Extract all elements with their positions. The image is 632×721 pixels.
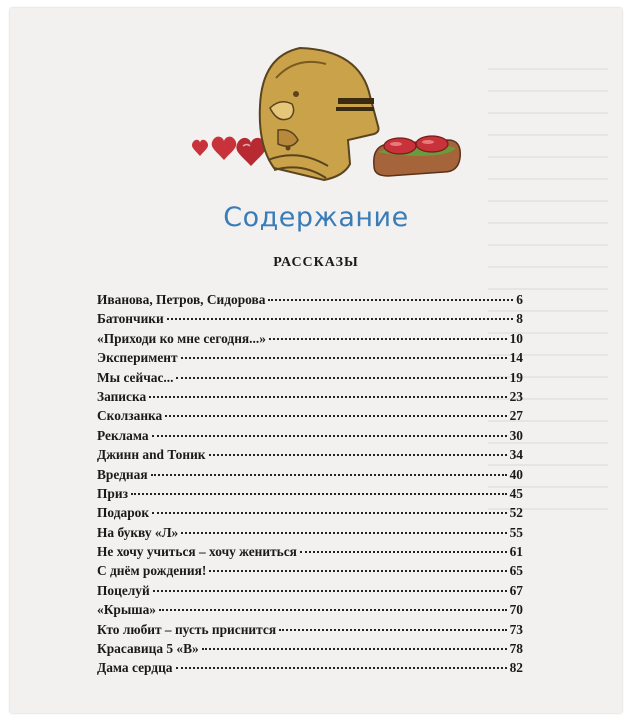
toc-entry — [97, 523, 523, 542]
toc-entry — [97, 348, 523, 367]
toc-entry — [97, 561, 523, 580]
dot-leader — [167, 318, 514, 320]
toc-entry-page: 23 — [509, 388, 523, 404]
toc-entry-page: 14 — [509, 350, 523, 366]
toc-entry — [97, 465, 523, 484]
header-illustration — [178, 38, 468, 188]
toc-entry-title: Мы сейчас... — [97, 369, 174, 385]
toc-entry — [97, 620, 523, 639]
toc-entry-title: Вредная — [97, 466, 148, 482]
toc-entry-title: «Приходи ко мне сегодня...» — [97, 330, 266, 346]
dot-leader — [152, 435, 507, 437]
toc-entry-title: С днём рождения! — [97, 563, 207, 579]
toc-entry-page: 8 — [516, 311, 523, 327]
dot-leader — [181, 357, 507, 359]
toc-entry-page: 78 — [509, 641, 523, 657]
toc-entry — [97, 426, 523, 445]
toc-entry-title: Эксперимент — [97, 350, 178, 366]
toc-entry-title: Подарок — [97, 505, 150, 521]
toc-entry — [97, 329, 523, 348]
toc-entry-page: 61 — [509, 544, 523, 560]
dot-leader — [151, 474, 507, 476]
toc-entry — [97, 309, 523, 328]
toc-entry — [97, 658, 523, 677]
section-heading: РАССКАЗЫ — [273, 255, 359, 270]
toc-entry — [97, 503, 523, 522]
toc-entry — [97, 484, 523, 503]
toc-entry — [97, 542, 523, 561]
toc-entry-page: 73 — [509, 621, 523, 637]
toc-entry-title: Джинн and Тоник — [97, 447, 206, 463]
toc-entry — [97, 406, 523, 425]
toc-entry-title: «Крыша» — [97, 602, 157, 618]
dot-leader — [268, 299, 513, 301]
dot-leader — [152, 512, 507, 514]
sandwich-icon — [374, 136, 460, 176]
toc-entry-page: 27 — [509, 408, 523, 424]
toc-entry-page: 70 — [509, 602, 523, 618]
dot-leader — [165, 415, 506, 417]
toc-entry-title: Дама сердца — [97, 660, 173, 676]
toc-entry-title: Кто любит – пусть приснится — [97, 621, 277, 637]
dot-leader — [159, 609, 507, 611]
dot-leader — [202, 648, 507, 650]
toc-entry-title: Приз — [97, 485, 128, 501]
toc-entry — [97, 639, 523, 658]
toc-entry-title: Иванова, Петров, Сидорова — [97, 292, 266, 307]
toc-entry-page: 67 — [509, 582, 523, 598]
toc-entry — [97, 368, 523, 387]
toc-entry-page: 52 — [509, 505, 523, 521]
toc-entry-page: 10 — [509, 330, 523, 346]
hearts-icon — [192, 137, 266, 166]
toc-entry — [97, 290, 523, 309]
toc-entry-page: 30 — [509, 427, 523, 443]
toc-entry-page: 40 — [509, 466, 523, 482]
table-of-contents — [97, 290, 523, 678]
toc-entry-title: Сколзанка — [97, 408, 163, 424]
toc-entry-title: Записка — [97, 388, 147, 404]
toc-entry-page: 55 — [509, 524, 523, 540]
dot-leader — [181, 532, 506, 534]
dot-leader — [209, 454, 507, 456]
toc-entry — [97, 387, 523, 406]
toc-entry-title: Красавица 5 «В» — [97, 641, 199, 657]
dot-leader — [176, 377, 506, 379]
toc-entry-title: Поцелуй — [97, 582, 150, 598]
toc-entry-title: Реклама — [97, 427, 149, 443]
dot-leader — [131, 493, 507, 495]
toc-entry — [97, 581, 523, 600]
dot-leader — [269, 338, 507, 340]
dot-leader — [149, 396, 506, 398]
dot-leader — [209, 570, 506, 572]
toc-entry-page: 19 — [509, 369, 523, 385]
dot-leader — [153, 590, 507, 592]
dot-leader — [176, 667, 507, 669]
dot-leader — [279, 629, 507, 631]
toc-entry-page: 65 — [509, 563, 523, 579]
book-page — [10, 8, 622, 713]
toc-entry-page: 82 — [509, 660, 523, 676]
dot-leader — [300, 551, 507, 553]
toc-entry-page: 34 — [509, 447, 523, 463]
toc-entry-page: 45 — [509, 485, 523, 501]
page-title: Содержание — [223, 202, 409, 233]
toc-entry-title: Не хочу учиться – хочу жениться — [97, 544, 297, 560]
knight-helmet-icon — [260, 48, 379, 180]
toc-entry-title: На букву «Л» — [97, 524, 179, 540]
toc-entry — [97, 445, 523, 464]
toc-entry — [97, 600, 523, 619]
toc-entry-title: Батончики — [97, 311, 164, 327]
toc-entry-page: 6 — [516, 292, 523, 307]
